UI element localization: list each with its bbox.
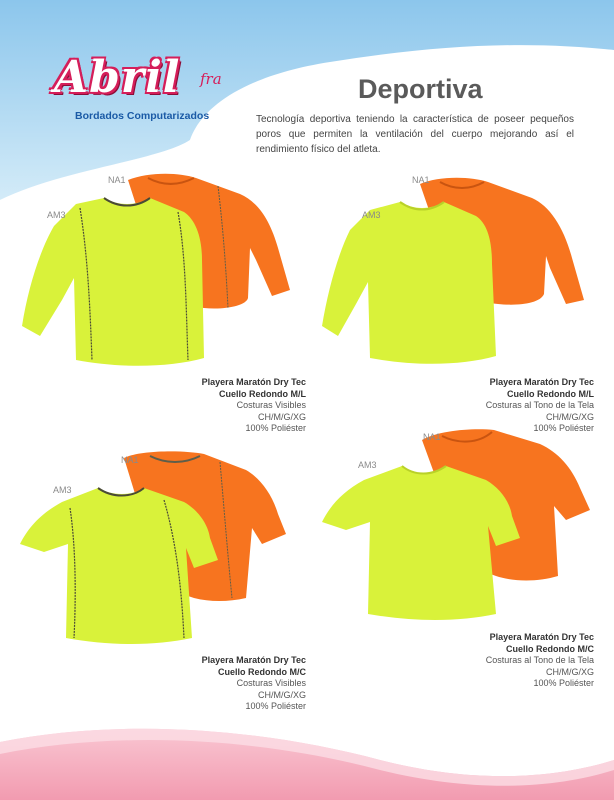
product-sizes: CH/M/G/XG [545, 666, 594, 677]
product-sizes: CH/M/G/XG [545, 411, 594, 422]
product-3-code-am3: AM3 [53, 485, 72, 495]
product-subtitle: Cuello Redondo M/L [507, 388, 594, 399]
product-detail: Costuras Visibles [236, 678, 306, 688]
product-material: 100% Poliéster [245, 423, 306, 433]
product-2-image [320, 172, 598, 382]
product-4-code-am3: AM3 [358, 460, 377, 470]
page-title: Deportiva [358, 74, 483, 104]
product-detail: Costuras al Tono de la Tela [485, 400, 594, 410]
product-3-image [14, 448, 296, 648]
product-name: Playera Maratón Dry Tec [201, 377, 306, 387]
product-subtitle: Cuello Redondo M/C [506, 643, 594, 654]
brand-logo-wordmark: Abril [54, 52, 181, 103]
product-detail: Costuras al Tono de la Tela [485, 655, 594, 665]
product-name: Playera Maratón Dry Tec [201, 655, 306, 665]
product-subtitle: Cuello Redondo M/L [219, 388, 306, 399]
product-1-code-am3: AM3 [47, 210, 66, 220]
product-1-image [18, 168, 296, 390]
product-subtitle: Cuello Redondo M/C [218, 666, 306, 677]
page-intro: Tecnología deportiva teniendo la característica de poseer pequeños poros que permiten la ventilación del cuerpo mejorando así el rendimiento físico del atleta. [256, 114, 574, 155]
product-material: 100% Poliéster [245, 701, 306, 711]
product-name: Playera Maratón Dry Tec [489, 632, 594, 642]
product-material: 100% Poliéster [533, 423, 594, 433]
product-3-info [202, 655, 306, 713]
product-4-code-na1: NA1 [423, 432, 441, 442]
lime-longsleeve-shirt [322, 202, 496, 364]
product-sizes: CH/M/G/XG [257, 411, 306, 422]
product-1-code-na1: NA1 [108, 175, 126, 185]
brand-tagline: Bordados Computarizados [75, 110, 210, 122]
brand-logo-suffix: fra [200, 70, 222, 88]
product-detail: Costuras Visibles [236, 400, 306, 410]
product-1-info [202, 377, 306, 435]
product-4-image [318, 426, 600, 628]
lime-longsleeve-shirt [22, 198, 204, 366]
product-3-code-na1: NA1 [121, 455, 139, 465]
product-4-info [486, 632, 594, 690]
product-material: 100% Poliéster [533, 678, 594, 688]
product-sizes: CH/M/G/XG [257, 689, 306, 700]
product-name: Playera Maratón Dry Tec [489, 377, 594, 387]
product-2-code-am3: AM3 [362, 210, 381, 220]
product-2-code-na1: NA1 [412, 175, 430, 185]
